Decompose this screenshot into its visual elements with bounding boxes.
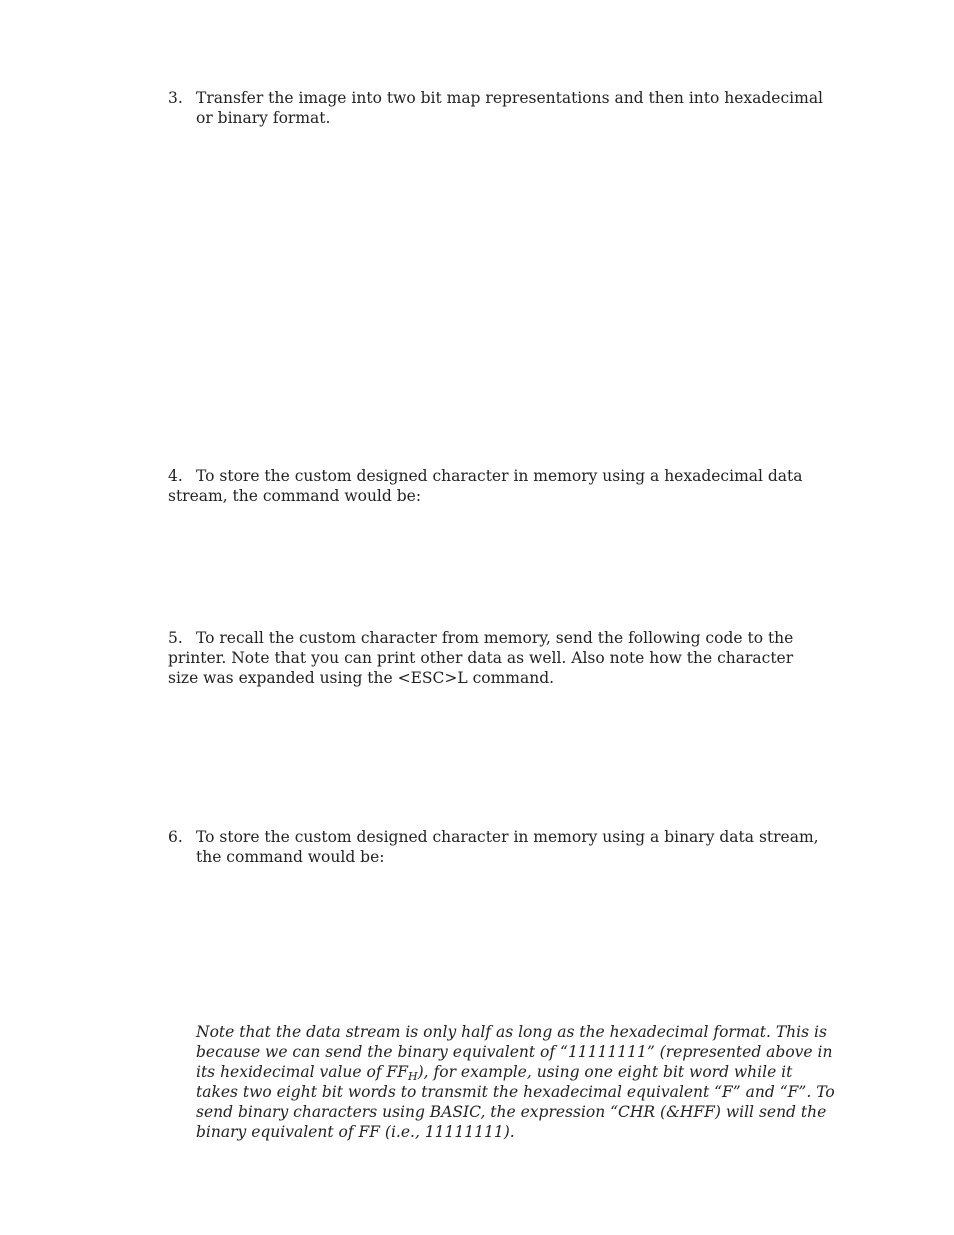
list-item-number: 5. bbox=[168, 629, 183, 647]
note-paragraph bbox=[196, 1022, 836, 1142]
list-item-number: 4. bbox=[168, 467, 183, 485]
list-item-text: Transfer the image into two bit map representations and then into hexadecimal or binary format. bbox=[196, 89, 824, 127]
note-subscript: H bbox=[408, 1070, 418, 1083]
list-item-text: To recall the custom character from memory, send the following code to the printer. Note that you can print other data as well. Also note how the character size was expanded using the <ESC>L command. bbox=[168, 629, 794, 687]
list-item-3 bbox=[168, 88, 828, 128]
list-item-6 bbox=[168, 827, 828, 867]
list-item-number: 3. bbox=[168, 89, 183, 107]
note-text-part2: ), for example, using one eight bit word while it takes two eight bit words to transmit the hexadecimal equivalent “F” and “F”. To send binary characters using BASIC, the expression “CHR (&HFF) will send the binary equivalent of FF (i.e., 11111111). bbox=[196, 1063, 835, 1141]
list-item-4 bbox=[168, 466, 808, 506]
note-text-part1: Note that the data stream is only half as long as the hexadecimal format. This is because we can send the binary equivalent of “11111111” (represented above in its hexidecimal value of FF bbox=[196, 1023, 833, 1081]
list-item-5 bbox=[168, 628, 808, 688]
list-item-text: To store the custom designed character in memory using a binary data stream, the command would be: bbox=[196, 828, 819, 866]
list-item-text: To store the custom designed character in memory using a hexadecimal data stream, the command would be: bbox=[168, 467, 803, 505]
list-item-number: 6. bbox=[168, 828, 183, 846]
